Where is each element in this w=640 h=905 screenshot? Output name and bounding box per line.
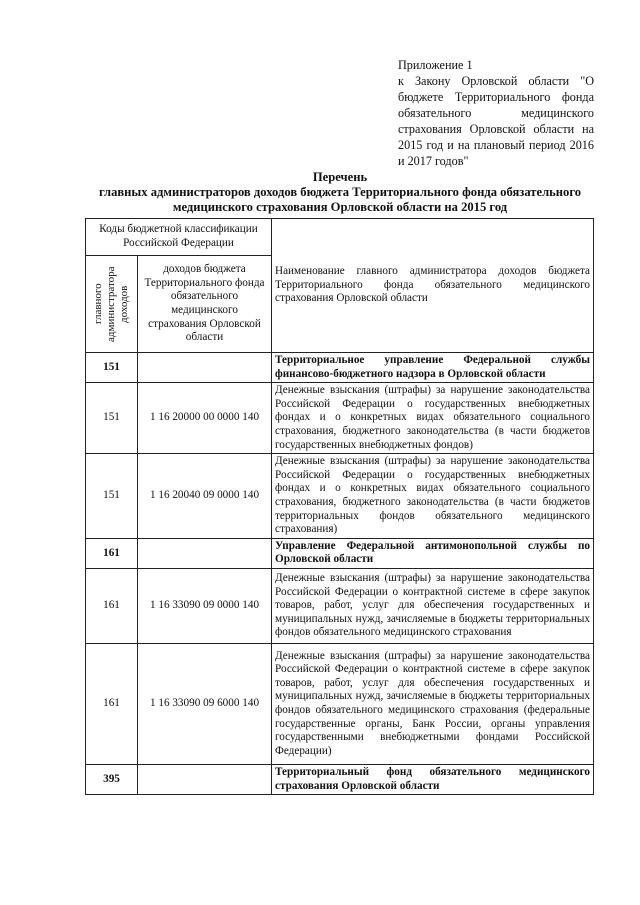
income-code-cell	[138, 538, 272, 568]
admin-code-cell: 161	[86, 643, 138, 764]
title-line-1: Перечень	[312, 170, 368, 184]
income-code-cell: 1 16 33090 09 6000 140	[138, 643, 272, 764]
name-column-header: Наименование главного администратора доходов бюджета Территориального фонда обязательного медицинского страхования Орловской области	[272, 219, 594, 353]
codes-group-header: Коды бюджетной классификации Российской Федерации	[86, 219, 272, 256]
admin-code-header	[86, 256, 138, 353]
income-name-cell: Денежные взыскания (штрафы) за нарушение законодательства Российской Федерации о контрактной системе в сфере закупок товаров, работ, услуг для обеспечения государственных и муниципальных нужд, зачисляемые в бюджеты территориальных фондов обязательного медицинского страхования (федеральные государственные органы, Банк России, органы управления государственными внебюджетными фондами Российской Федерации)	[272, 643, 594, 764]
appendix-text: к Закону Орловской области "О бюджете Территориального фонда обязательного медицинского страхования Орловской области на 2015 год и на плановый период 2016 и 2017 годов"	[398, 74, 594, 168]
admin-name-cell: Управление Федеральной антимонопольной службы по Орловской области	[272, 538, 594, 568]
table-row	[86, 643, 594, 764]
income-name-cell: Денежные взыскания (штрафы) за нарушение законодательства Российской Федерации о контрактной системе в сфере закупок товаров, работ, услуг для обеспечения государственных и муниципальных нужд, зачисляемые в бюджеты территориальных фондов обязательного медицинского страхования	[272, 568, 594, 643]
table-row	[86, 383, 594, 454]
admin-name-cell: Территориальный фонд обязательного медицинского страхования Орловской области	[272, 764, 594, 794]
table-row	[86, 568, 594, 643]
admin-code-cell: 395	[86, 764, 138, 794]
document-title	[80, 170, 600, 215]
income-code-cell: 1 16 20000 00 0000 140	[138, 383, 272, 454]
admin-code-cell: 151	[86, 353, 138, 383]
income-code-header: доходов бюджета Территориального фонда обязательного медицинского страхования Орловской области	[138, 256, 272, 353]
appendix-title: Приложение 1	[398, 58, 473, 72]
admin-code-header-text: главного администратора доходов	[92, 266, 130, 342]
admin-code-cell: 161	[86, 568, 138, 643]
admin-name-cell: Территориальное управление Федеральной службы финансово-бюджетного надзора в Орловской области	[272, 353, 594, 383]
admin-code-cell: 161	[86, 538, 138, 568]
administrators-table	[85, 218, 594, 795]
admin-code-cell: 151	[86, 383, 138, 454]
table-header-row	[86, 219, 594, 256]
table-row	[86, 538, 594, 568]
income-code-cell	[138, 353, 272, 383]
income-code-cell: 1 16 33090 09 0000 140	[138, 568, 272, 643]
title-line-3: медицинского страхования Орловской области на 2015 год	[172, 200, 508, 214]
appendix-block	[398, 57, 594, 169]
income-name-cell: Денежные взыскания (штрафы) за нарушение законодательства Российской Федерации о государственных внебюджетных фондах и о конкретных видах обязательного социального страхования, бюджетного законодательства (в части бюджетов государственных внебюджетных фондов)	[272, 383, 594, 454]
admin-code-cell: 151	[86, 454, 138, 539]
table-row	[86, 454, 594, 539]
income-name-cell: Денежные взыскания (штрафы) за нарушение законодательства Российской Федерации о государственных внебюджетных фондах и о конкретных видах обязательного социального страхования, бюджетного законодательства (в части бюджетов территориальных фондов обязательного медицинского страхования)	[272, 454, 594, 539]
income-code-cell: 1 16 20040 09 0000 140	[138, 454, 272, 539]
income-code-cell	[138, 764, 272, 794]
table-row	[86, 764, 594, 794]
table-row	[86, 353, 594, 383]
title-line-2: главных администраторов доходов бюджета Территориального фонда обязательного	[98, 185, 582, 199]
